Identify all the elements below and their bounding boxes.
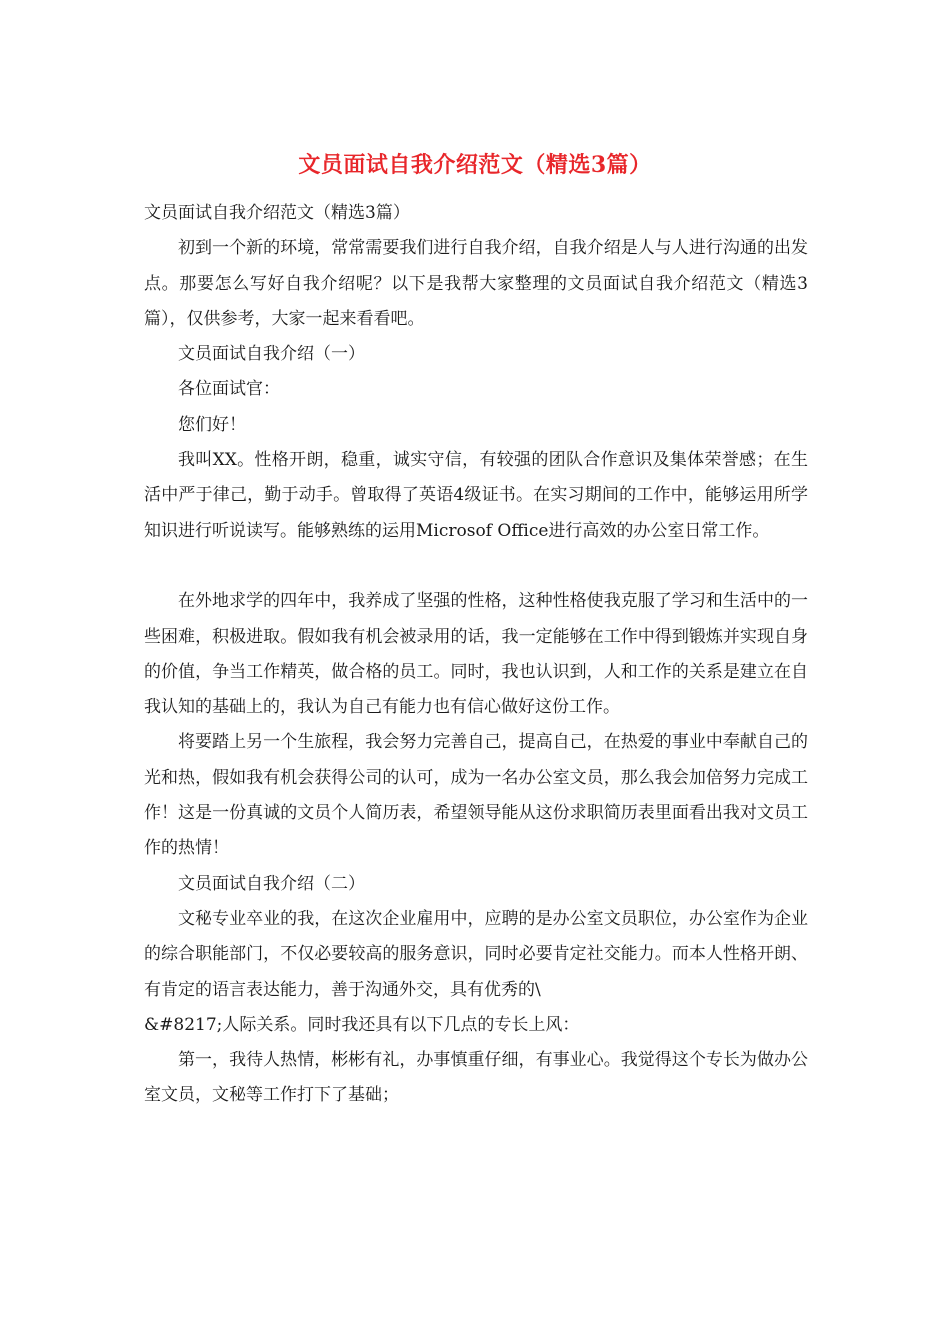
body-paragraph: 文秘专业卒业的我，在这次企业雇用中，应聘的是办公室文员职位，办公室作为企业的综合职能部门，不仅必要较高的服务意识，同时必要肯定社交能力。而本人性格开朗、有肯定的语言表达能力，善于沟通外交，具有优秀的\ [144, 908, 808, 1000]
subtitle-paragraph: 文员面试自我介绍范文（精选3篇） [144, 203, 410, 223]
body-paragraph: 我叫XX。性格开朗，稳重，诚实守信，有较强的团队合作意识及集体荣誉感；在生活中严于律己，勤于动手。曾取得了英语4级证书。在实习期间的工作中，能够运用所学知识进行听说读写。能够熟练的运用Microsof Office进行高效的办公室日常工作。 [144, 450, 808, 541]
section-heading-2: 文员面试自我介绍（二） [178, 873, 365, 894]
section-heading-1: 文员面试自我介绍（一） [178, 344, 365, 365]
body-paragraph: 在外地求学的四年中，我养成了坚强的性格，这种性格使我克服了学习和生活中的一些困难，积极进取。假如我有机会被录用的话，我一定能够在工作中得到锻炼并实现自身的价值，争当工作精英，做合格的员工。同时，我也认识到，人和工作的关系是建立在自我认知的基础上的，我认为自己有能力也有信心做好这份工作。 [144, 591, 808, 718]
salutation: 各位面试官： [178, 379, 280, 400]
document-title: 文员面试自我介绍范文（精选3篇） [298, 152, 652, 178]
intro-paragraph: 初到一个新的环境，常常需要我们进行自我介绍，自我介绍是人与人进行沟通的出发点。那要怎么写好自我介绍呢？以下是我帮大家整理的文员面试自我介绍范文（精选3篇），仅供参考，大家一起来看看吧。 [144, 238, 808, 329]
blank-line [144, 549, 808, 584]
body-paragraph-continuation: &#8217;人际关系。同时我还具有以下几点的专长上风： [144, 1014, 580, 1035]
greeting: 您们好！ [178, 414, 246, 435]
document-body [144, 196, 808, 1114]
body-paragraph: 第一，我待人热情，彬彬有礼，办事慎重仔细，有事业心。我觉得这个专长为做办公室文员，文秘等工作打下了基础； [144, 1050, 808, 1106]
body-paragraph: 将要踏上另一个生旅程，我会努力完善自己，提高自己，在热爱的事业中奉献自己的光和热，假如我有机会获得公司的认可，成为一名办公室文员，那么我会加倍努力完成工作！这是一份真诚的文员个人简历表，希望领导能从这份求职简历表里面看出我对文员工作的热情！ [144, 732, 808, 859]
